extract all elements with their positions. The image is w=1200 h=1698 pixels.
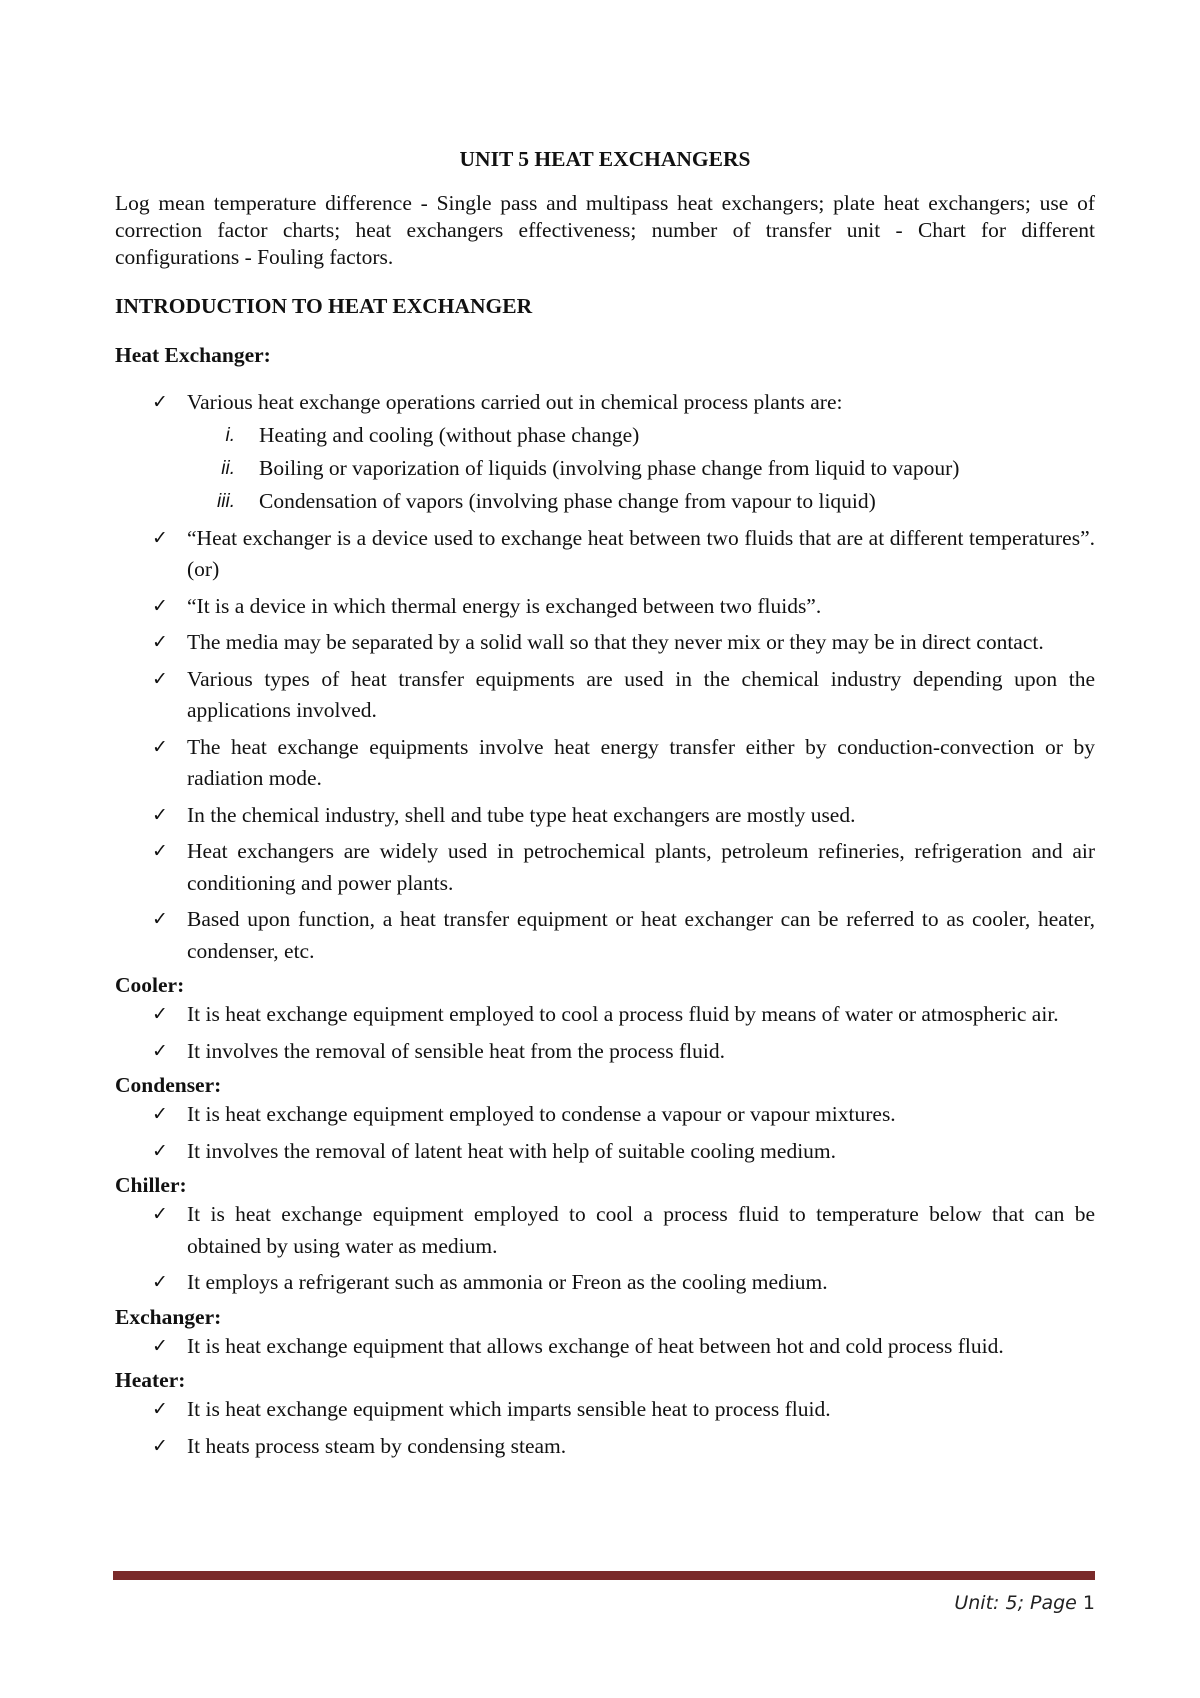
heater-list <box>115 1394 1095 1462</box>
list-item <box>152 800 1095 832</box>
checkmark-icon: ✓ <box>152 667 168 690</box>
list-item-text: It is heat exchange equipment that allows exchange of heat between hot and cold process fluid. <box>187 1333 1004 1358</box>
list-item <box>152 591 1095 623</box>
checkmark-icon: ✓ <box>152 1434 168 1457</box>
list-item-text: The media may be separated by a solid wall so that they never mix or they may be in direct contact. <box>187 630 1044 654</box>
roman-numeral: iii. <box>217 490 235 512</box>
exchanger-heading: Exchanger: <box>115 1304 222 1329</box>
list-item-text: It is heat exchange equipment employed to condense a vapour or vapour mixtures. <box>187 1102 896 1126</box>
checkmark-icon: ✓ <box>152 735 168 758</box>
list-item-text: Various heat exchange operations carried out in chemical process plants are: <box>187 390 843 414</box>
page-number: 1 <box>1082 1592 1095 1614</box>
operation-item <box>225 419 1095 452</box>
list-item-text: Heat exchangers are widely used in petrochemical plants, petroleum refineries, refrigeration and air conditioning and power plants. <box>187 839 1095 895</box>
heat-exchanger-list <box>115 387 1095 967</box>
operation-text: Boiling or vaporization of liquids (involving phase change from liquid to vapour) <box>259 455 960 480</box>
checkmark-icon: ✓ <box>152 631 168 653</box>
list-item-text: It heats process steam by condensing steam. <box>187 1433 567 1458</box>
cooler-list <box>115 999 1095 1067</box>
list-item <box>152 836 1095 899</box>
page-title: UNIT 5 HEAT EXCHANGERS <box>459 147 751 171</box>
checkmark-icon: ✓ <box>152 803 168 826</box>
list-item-text: Based upon function, a heat transfer equipment or heat exchanger can be referred to as cooler, heater, condenser, etc. <box>187 907 1095 963</box>
operation-text: Condensation of vapors (involving phase change from vapour to liquid) <box>259 488 876 513</box>
list-item-text: It involves the removal of sensible heat from the process fluid. <box>187 1038 725 1063</box>
checkmark-icon: ✓ <box>152 391 168 413</box>
roman-numeral: ii. <box>221 457 235 479</box>
checkmark-icon: ✓ <box>152 840 168 862</box>
page-content <box>115 146 1095 1467</box>
heater-heading: Heater: <box>115 1368 186 1392</box>
operation-item <box>217 485 1095 518</box>
list-item-text: It involves the removal of latent heat with help of suitable cooling medium. <box>187 1138 837 1163</box>
checkmark-icon: ✓ <box>152 1039 168 1062</box>
list-item-text: It is heat exchange equipment employed to cool a process fluid by means of water or atmospheric air. <box>187 1002 1059 1026</box>
list-item <box>152 387 1095 518</box>
condenser-heading: Condenser: <box>115 1073 222 1097</box>
list-item-text: “Heat exchanger is a device used to exchange heat between two fluids that are at different temperatures”. (or) <box>187 525 1095 581</box>
list-item <box>152 1431 1095 1463</box>
list-item <box>152 1199 1095 1262</box>
checkmark-icon: ✓ <box>152 1334 168 1357</box>
heat-exchanger-heading: Heat Exchanger: <box>115 343 271 367</box>
syllabus-paragraph: Log mean temperature difference - Single pass and multipass heat exchangers; plate heat exchangers; use of correction factor charts; heat exchangers effectiveness; number of transfer unit - Chart for different configurations - Fouling factors. <box>115 191 1095 269</box>
list-item-text: It is heat exchange equipment which imparts sensible heat to process fluid. <box>187 1397 831 1421</box>
list-item <box>152 1136 1095 1168</box>
roman-numeral: i. <box>225 424 235 446</box>
checkmark-icon: ✓ <box>152 1139 168 1162</box>
list-item <box>152 1394 1095 1426</box>
list-item <box>152 664 1095 727</box>
checkmark-icon: ✓ <box>152 908 168 930</box>
list-item-text: “It is a device in which thermal energy is exchanged between two fluids”. <box>187 593 822 618</box>
page-footer <box>954 1592 1095 1614</box>
list-item-text: The heat exchange equipments involve heat energy transfer either by conduction-convection or by radiation mode. <box>187 734 1095 790</box>
checkmark-icon: ✓ <box>152 1003 168 1025</box>
footer-label: Unit: 5; Page <box>954 1592 1077 1614</box>
operation-text: Heating and cooling (without phase change) <box>259 422 640 447</box>
checkmark-icon: ✓ <box>152 1398 168 1420</box>
checkmark-icon: ✓ <box>152 1271 168 1293</box>
list-item-text: Various types of heat transfer equipments are used in the chemical industry depending upon the applications involved. <box>187 666 1095 722</box>
operation-item <box>221 452 1095 485</box>
exchanger-list <box>115 1331 1095 1363</box>
list-item <box>152 1099 1095 1131</box>
checkmark-icon: ✓ <box>152 526 168 549</box>
section-heading: INTRODUCTION TO HEAT EXCHANGER <box>115 294 533 318</box>
list-item <box>152 904 1095 967</box>
cooler-heading: Cooler: <box>115 973 185 997</box>
list-item-text: In the chemical industry, shell and tube type heat exchangers are mostly used. <box>187 802 856 827</box>
checkmark-icon: ✓ <box>152 594 168 617</box>
list-item <box>152 1267 1095 1299</box>
checkmark-icon: ✓ <box>152 1103 168 1125</box>
list-item <box>152 523 1095 586</box>
checkmark-icon: ✓ <box>152 1203 168 1225</box>
operations-list <box>187 419 1095 518</box>
footer-rule <box>113 1571 1095 1580</box>
list-item <box>152 1036 1095 1068</box>
list-item <box>152 627 1095 659</box>
list-item-text: It is heat exchange equipment employed to cool a process fluid to temperature below that can be obtained by using water as medium. <box>187 1202 1095 1258</box>
condenser-list <box>115 1099 1095 1167</box>
chiller-list <box>115 1199 1095 1299</box>
list-item <box>152 732 1095 795</box>
list-item-text: It employs a refrigerant such as ammonia or Freon as the cooling medium. <box>187 1270 828 1294</box>
chiller-heading: Chiller: <box>115 1173 187 1197</box>
list-item <box>152 999 1095 1031</box>
list-item <box>152 1331 1095 1363</box>
